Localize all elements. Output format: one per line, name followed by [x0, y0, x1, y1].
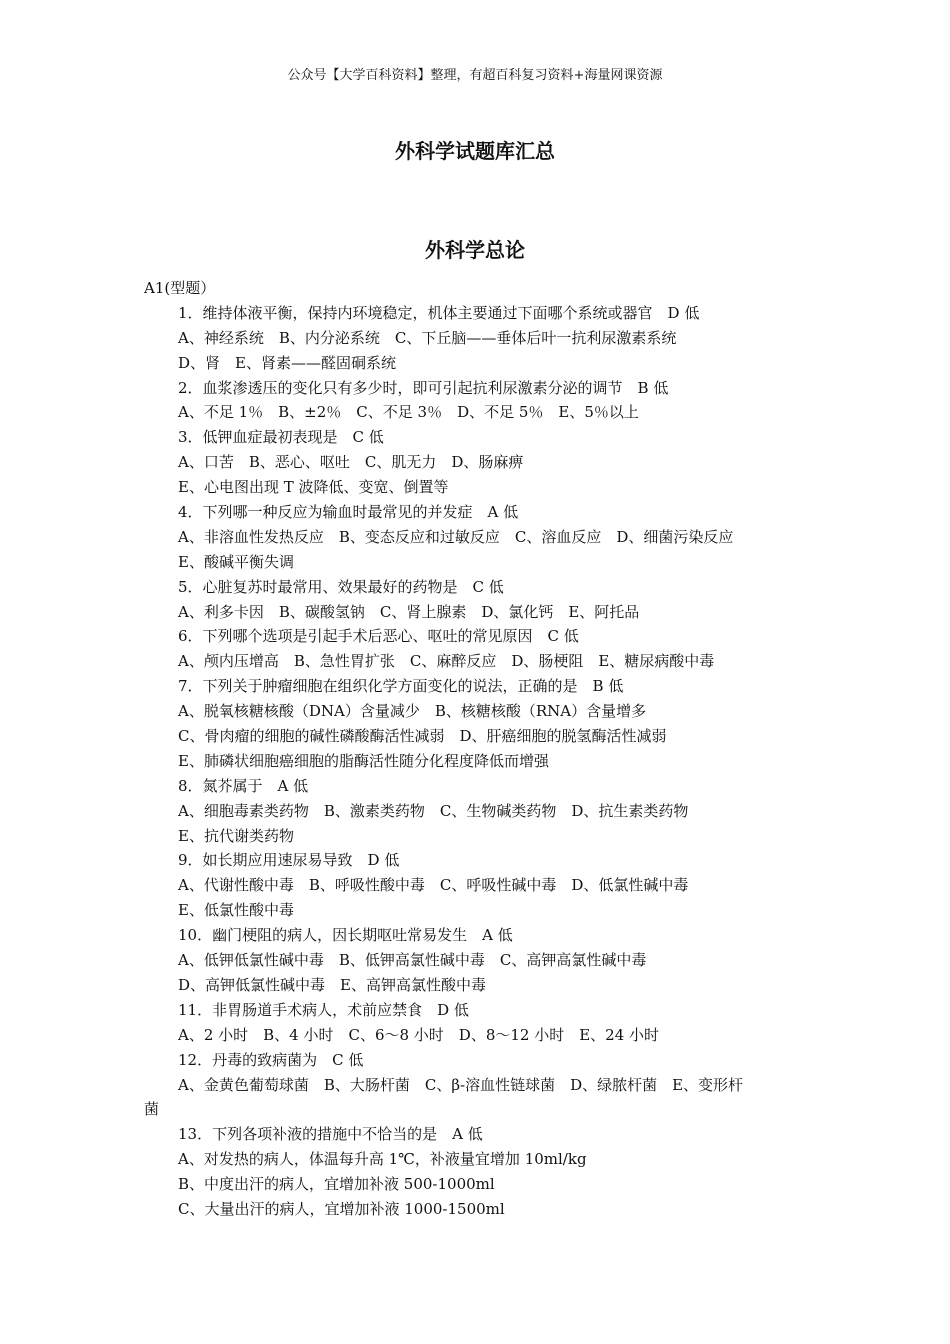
text-line: A、细胞毒素类药物 B、激素类药物 C、生物碱类药物 D、抗生素类药物 — [178, 801, 689, 820]
text-line: 7．下列关于肿瘤细胞在组织化学方面变化的说法，正确的是 B 低 — [178, 677, 624, 696]
document-title: 外科学试题库汇总 — [395, 139, 555, 163]
text-line: E、酸碱平衡失调 — [178, 552, 294, 571]
text-line: A、2 小时 B、4 小时 C、6～8 小时 D、8～12 小时 E、24 小时 — [178, 1025, 660, 1044]
text-line: A、对发热的病人，体温每升高 1℃，补液量宜增加 10ml/kg — [178, 1150, 587, 1169]
text-line: 13．下列各项补液的措施中不恰当的是 A 低 — [178, 1125, 483, 1144]
text-line: C、大量出汗的病人，宜增加补液 1000-1500ml — [178, 1199, 505, 1218]
text-line: A、颅内压增高 B、急性胃扩张 C、麻醉反应 D、肠梗阻 E、糖尿病酸中毒 — [178, 652, 715, 671]
text-line: D、高钾低氯性碱中毒 E、高钾高氯性酸中毒 — [178, 975, 486, 994]
text-line: E、心电图出现 T 波降低、变宽、倒置等 — [178, 478, 449, 497]
text-line: D、肾 E、肾素——醛固硐系统 — [178, 353, 396, 372]
text-line: B、中度出汗的病人，宜增加补液 500-1000ml — [178, 1175, 495, 1194]
text-line: 11．非胃肠道手术病人，术前应禁食 D 低 — [178, 1000, 469, 1019]
text-line: A1(型题） — [144, 279, 216, 297]
text-line: 1．维持体液平衡，保持内环境稳定，机体主要通过下面哪个系统或器官 D 低 — [178, 303, 700, 322]
text-line: A、神经系统 B、内分泌系统 C、下丘脑——垂体后叶一抗利尿激素系统 — [178, 328, 677, 347]
text-line: 4．下列哪一种反应为输血时最常见的并发症 A 低 — [178, 503, 519, 522]
text-line: A、脱氧核糖核酸（DNA）含量减少 B、核糖核酸（RNA）含量增多 — [178, 702, 647, 721]
text-line: 9．如长期应用速尿易导致 D 低 — [178, 851, 400, 870]
text-line: A、不足 1％ B、±2％ C、不足 3％ D、不足 5％ E、5％以上 — [178, 403, 639, 422]
text-line: A、口苦 B、恶心、呕吐 C、肌无力 D、肠麻痹 — [178, 453, 524, 472]
text-line: 10．幽门梗阻的病人，因长期呕吐常易发生 A 低 — [178, 926, 513, 945]
text-line: 3．低钾血症最初表现是 C 低 — [178, 428, 384, 447]
section-title: 外科学总论 — [425, 238, 525, 262]
text-line: 12．丹毒的致病菌为 C 低 — [178, 1050, 364, 1069]
text-line: 6．下列哪个选项是引起手术后恶心、呕吐的常见原因 C 低 — [178, 627, 579, 646]
question-list — [144, 276, 812, 1222]
text-line: 菌 — [144, 1100, 160, 1119]
text-line: C、骨肉瘤的细胞的碱性磷酸酶活性减弱 D、肝癌细胞的脱氢酶活性减弱 — [178, 727, 667, 746]
text-line: A、非溶血性发热反应 B、变态反应和过敏反应 C、溶血反应 D、细菌污染反应 — [178, 527, 734, 546]
text-line: A、利多卡因 B、碳酸氢钠 C、肾上腺素 D、氯化钙 E、阿托品 — [178, 602, 640, 621]
text-line: 5．心脏复苏时最常用、效果最好的药物是 C 低 — [178, 577, 504, 596]
text-line: E、低氯性酸中毒 — [178, 901, 294, 920]
text-line: 2．血浆渗透压的变化只有多少时，即可引起抗利尿激素分泌的调节 B 低 — [178, 378, 669, 397]
text-line: E、肺磷状细胞癌细胞的脂酶活性随分化程度降低而增强 — [178, 751, 549, 770]
text-line: A、金黄色葡萄球菌 B、大肠杆菌 C、β-溶血性链球菌 D、绿脓杆菌 E、变形杆 — [178, 1075, 744, 1094]
page-header: 公众号【大学百科资料】整理，有超百科复习资料+海量网课资源 — [287, 68, 663, 83]
text-line: E、抗代谢类药物 — [178, 826, 294, 845]
text-line: A、代谢性酸中毒 B、呼吸性酸中毒 C、呼吸性碱中毒 D、低氯性碱中毒 — [178, 876, 689, 895]
text-line: A、低钾低氯性碱中毒 B、低钾高氯性碱中毒 C、高钾高氯性碱中毒 — [178, 951, 647, 970]
text-line: 8．氮芥属于 A 低 — [178, 776, 309, 795]
